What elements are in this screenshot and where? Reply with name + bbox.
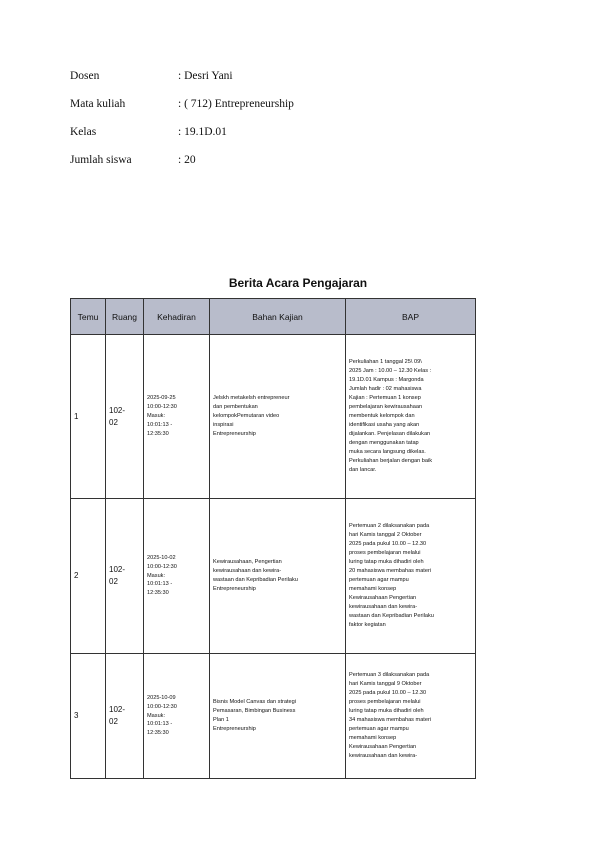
- header-ruang: Ruang: [106, 299, 144, 335]
- header-temu: Temu: [71, 299, 106, 335]
- cell-ruang: 102- 02: [106, 654, 144, 779]
- matkul-label: Mata kuliah: [70, 98, 126, 110]
- jumlah-label: Jumlah siswa: [70, 154, 132, 166]
- table-row: [71, 499, 476, 654]
- cell-bahan-kajian: Kewirausahaan, Pengertian kewirausahaan dan kewira- wastaan dan Kepribadian Perilaku Entrepreneurship: [210, 499, 346, 654]
- dosen-value: : Desri Yani: [178, 70, 233, 82]
- cell-bap: Pertemuan 3 dilaksanakan pada hari Kamis tanggal 9 Oktober 2025 pada pukul 10.00 – 12.30 proses pembelajaran melalui luring tatap muka dihadiri oleh 34 mahasiswa membahas materi pertemuan agar mampu memahami konsep Kewirausahaan Pengertian kewirausahaan dan kewira-: [346, 654, 476, 779]
- header-bap: BAP: [346, 299, 476, 335]
- page-title: Berita Acara Pengajaran: [228, 276, 368, 290]
- jumlah-value: : 20: [178, 154, 196, 166]
- cell-bahan-kajian: Bisnis Model Canvas dan strategi Pemasaran, Bimbingan Business Plan 1 Entrepreneurship: [210, 654, 346, 779]
- cell-kehadiran: 2025-10-02 10:00-12:30 Masuk: 10:01:13 - 12:35:30: [144, 499, 210, 654]
- cell-temu: 2: [71, 499, 106, 654]
- header-kehadiran: Kehadiran: [144, 299, 210, 335]
- table-header-row: [71, 299, 476, 335]
- matkul-value: : ( 712) Entrepreneurship: [178, 98, 294, 110]
- cell-bap: Pertemuan 2 dilaksanakan pada hari Kamis tanggal 2 Oktober 2025 pada pukul 10.00 – 12.30 proses pembelajaran melalui luring tatap muka dihadiri oleh 20 mahasiswa membahas materi pertemuan agar mampu memahami konsep Kewirausahaan Pengertian kewirausahaan dan kewira- wastaan dan Kepribadian Perilaku faktor kegiatan: [346, 499, 476, 654]
- kelas-value: : 19.1D.01: [178, 126, 227, 138]
- cell-kehadiran: 2025-09-25 10:00-12:30 Masuk: 10:01:13 - 12:35:30: [144, 335, 210, 499]
- dosen-label: Dosen: [70, 70, 100, 82]
- cell-ruang: 102- 02: [106, 335, 144, 499]
- cell-temu: 3: [71, 654, 106, 779]
- cell-kehadiran: 2025-10-09 10:00-12:30 Masuk: 10:01:13 - 12:35:30: [144, 654, 210, 779]
- cell-bap: Perkuliahan 1 tanggal 25\ 09\ 2025 Jam : 10.00 – 12.30 Kelas : 19.1D.01 Kampus : Margonda Jumlah hadir : 02 mahasiswa Kajian : Pertemuan 1 konsep pembelajaran kewirausahaan membentuk kelompok dan identifikasi usaha yang akan dijalankan. Penjelasan dilakukan dengan menggunakan tatap muka secara langsung dikelas. Perkuliahan berjalan dengan baik dan lancar.: [346, 335, 476, 499]
- table-row: [71, 335, 476, 499]
- header-bahan-kajian: Bahan Kajian: [210, 299, 346, 335]
- cell-ruang: 102- 02: [106, 499, 144, 654]
- kelas-label: Kelas: [70, 126, 97, 138]
- bap-table: [70, 298, 476, 779]
- cell-bahan-kajian: Jelskh metakelsh entrepreneur dan pembentukan kelompokPemutaran video inspirasi Entrepreneurship: [210, 335, 346, 499]
- table-row: [71, 654, 476, 779]
- cell-temu: 1: [71, 335, 106, 499]
